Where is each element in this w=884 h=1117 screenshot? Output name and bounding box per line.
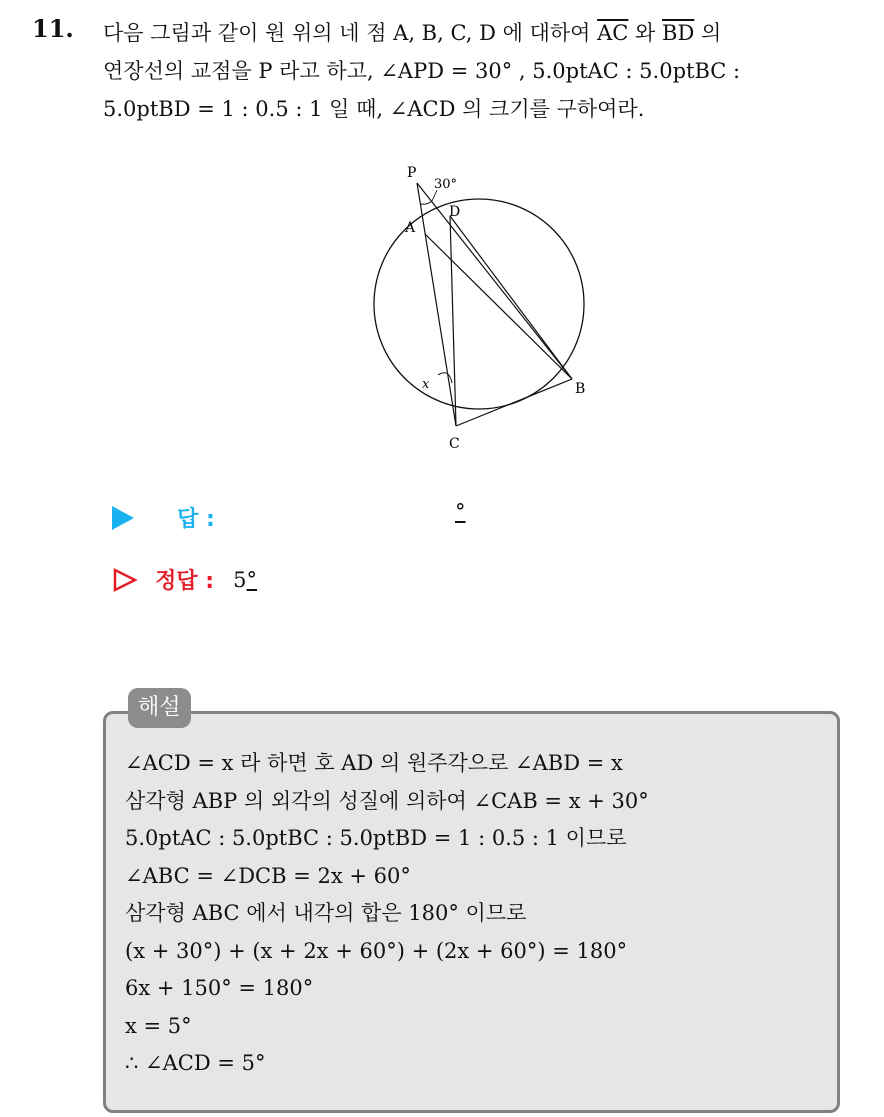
solution-line: (x + 30°) + (x + 2x + 60°) + (2x + 60°) = 180° xyxy=(125,938,628,963)
line-db xyxy=(450,216,572,379)
line-cb xyxy=(456,379,572,426)
correct-answer-row xyxy=(112,564,257,595)
solution-line: ∠ACD = x 라 하면 호 AD 의 원주각으로 ∠ABD = x xyxy=(125,751,623,775)
circle-diagram xyxy=(360,158,600,458)
correct-answer-value: 5° xyxy=(233,567,258,592)
solution-line: ∴ ∠ACD = 5° xyxy=(125,1051,266,1075)
question-line-2: 연장선의 교점을 P 라고 하고, ∠APD = 30° , 5.0ptAC : 5.0ptBC : xyxy=(103,59,741,83)
question-line-3: 5.0ptBD = 1 : 0.5 : 1 일 때, ∠ACD 의 크기를 구하여라. xyxy=(103,97,645,121)
label-d: D xyxy=(449,204,461,220)
solution-text xyxy=(125,745,649,1083)
angle-arc-p xyxy=(421,201,432,204)
label-a: A xyxy=(405,220,416,236)
segment-ac: $\overline{AC}$ xyxy=(597,21,629,45)
answer-blank[interactable]: ° xyxy=(455,500,466,524)
label-c: C xyxy=(449,436,460,452)
question-text xyxy=(103,14,868,128)
play-outline-icon xyxy=(112,567,138,593)
question-line-1: 다음 그림과 같이 원 위의 네 점 A, B, C, D 에 대하여 $\overline{AC}$ 와 $\overline{BD}$ 의 xyxy=(103,21,722,45)
question-number: 11. xyxy=(32,14,74,43)
angle-arc-x xyxy=(438,373,452,383)
solution-line: x = 5° xyxy=(125,1013,192,1038)
solution-line: 6x + 150° = 180° xyxy=(125,976,314,1000)
line-pb xyxy=(417,183,572,379)
play-filled-icon xyxy=(112,506,134,530)
geometry-figure xyxy=(360,158,600,458)
solution-line: 삼각형 ABC 에서 내각의 합은 180° 이므로 xyxy=(125,901,527,925)
answer-row xyxy=(112,502,215,533)
correct-answer-label: 정답 : xyxy=(155,569,215,594)
line-ab xyxy=(425,234,572,379)
label-angle-30: 30° xyxy=(434,177,458,192)
solution-line: ∠ABC = ∠DCB = 2x + 60° xyxy=(125,863,411,888)
solution-line: 삼각형 ABP 의 외각의 성질에 의하여 ∠CAB = x + 30° xyxy=(125,788,649,813)
answer-label: 답 : xyxy=(177,507,215,532)
label-x: x xyxy=(422,377,430,392)
label-b: B xyxy=(575,381,586,397)
solution-tag: 해설 xyxy=(128,688,191,728)
solution-line: 5.0ptAC : 5.0ptBC : 5.0ptBD = 1 : 0.5 : 1 이므로 xyxy=(125,826,627,850)
segment-bd: $\overline{BD}$ xyxy=(662,21,695,45)
label-p: P xyxy=(407,165,417,181)
